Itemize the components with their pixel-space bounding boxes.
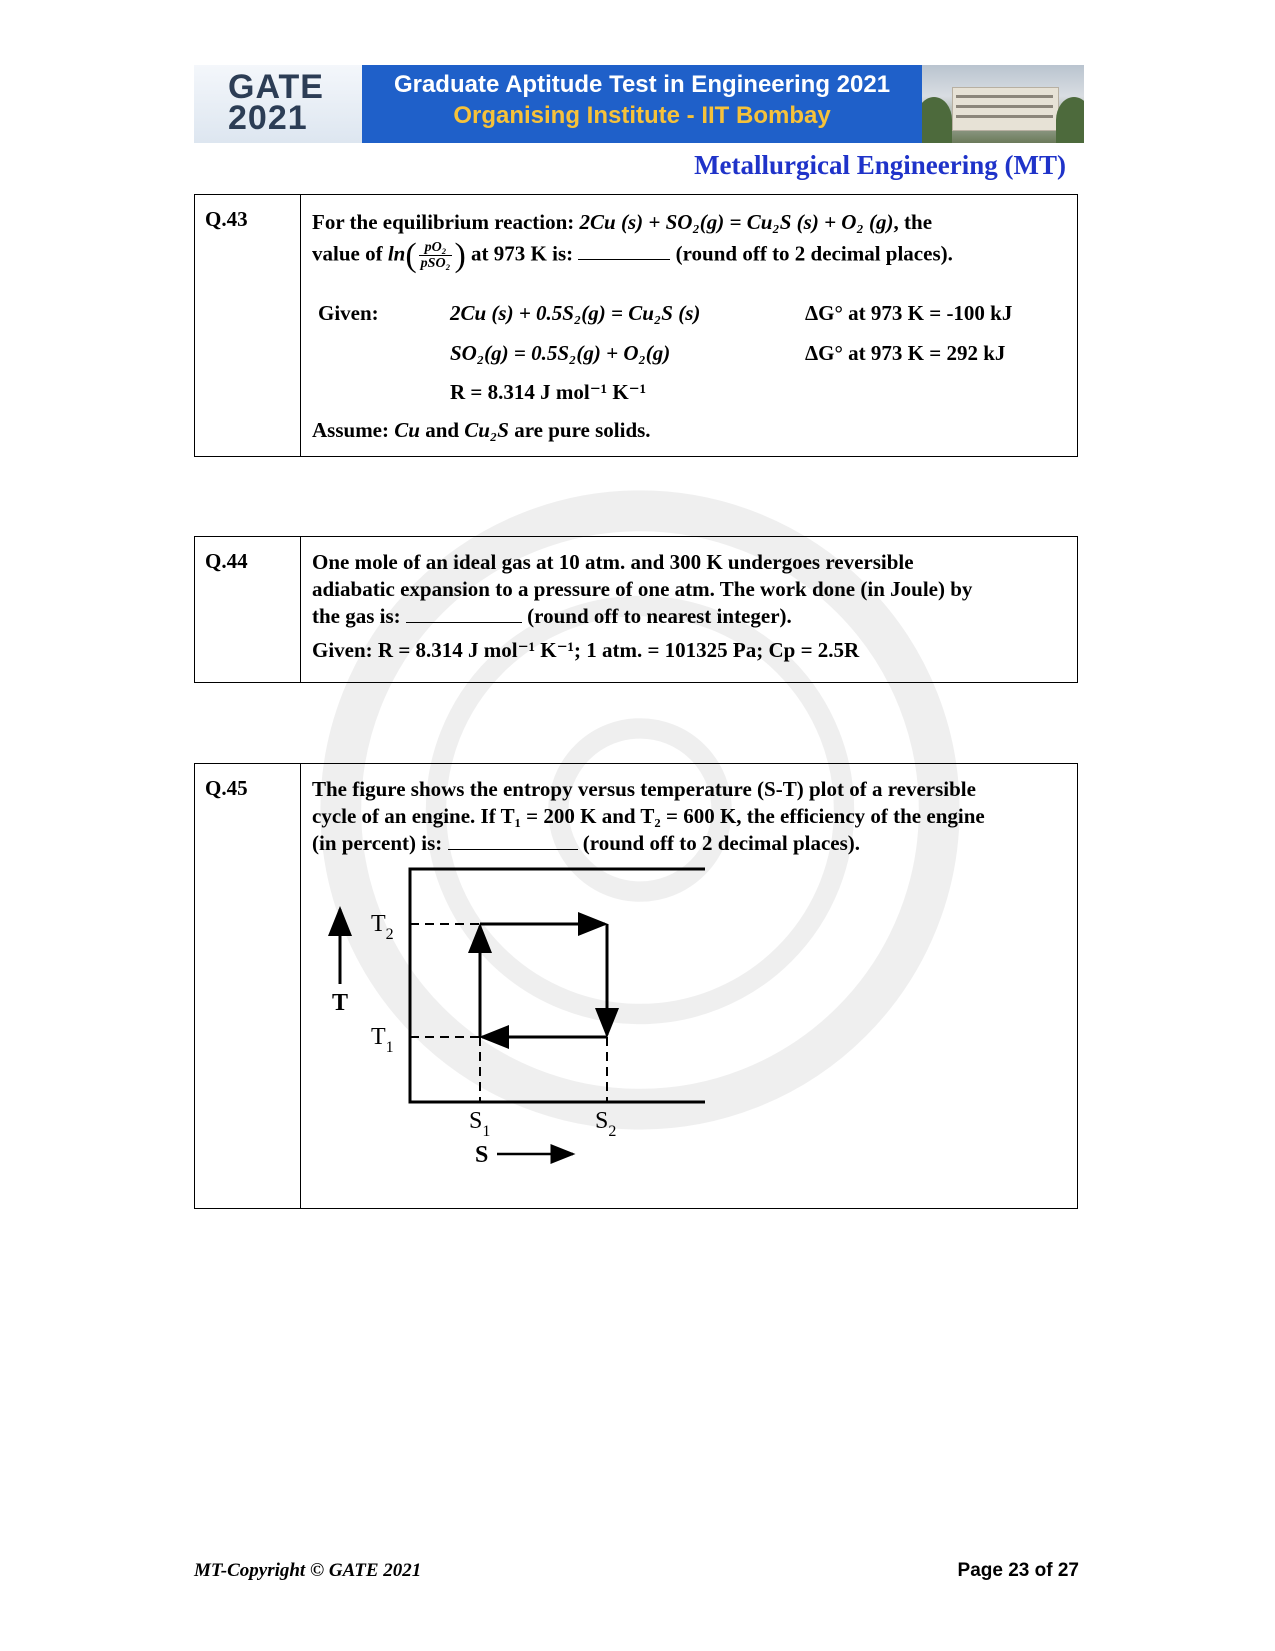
- s2-label: [595, 1108, 616, 1140]
- campus-photo: [922, 65, 1084, 143]
- footer-copyright: MT-Copyright © GATE 2021: [194, 1560, 422, 1581]
- q45-line2: cycle of an engine. If T₁ = 200 K and T₂ = 600 K, the efficiency of the engine: [312, 804, 985, 828]
- question-number: Q.44: [195, 537, 301, 682]
- q44-line1: One mole of an ideal gas at 10 atm. and 300 K undergoes reversible: [312, 550, 914, 574]
- s1-label: [469, 1108, 490, 1140]
- q44-rounding-text: (round off to nearest integer).: [521, 604, 792, 628]
- tree-shape: [1056, 97, 1084, 143]
- question-body: [312, 549, 1067, 664]
- assume-end: are pure solids.: [508, 418, 651, 442]
- q43-line1-end: , the: [893, 210, 933, 234]
- frac-denominator: pSO₂: [420, 256, 451, 271]
- exam-banner: [194, 65, 1084, 143]
- q44-given: Given: R = 8.314 J mol⁻¹ K⁻¹; 1 atm. = 101325 Pa; Cp = 2.5R: [312, 638, 860, 662]
- logo-line1: GATE: [228, 68, 324, 106]
- s2-subscript: 2: [608, 1123, 617, 1140]
- q45-rounding-text: (round off to 2 decimal places).: [577, 831, 861, 855]
- t-axis-label: T: [332, 990, 349, 1016]
- given-dg-2: ΔG° at 973 K = 292 kJ: [805, 341, 1006, 365]
- question-43: [194, 194, 1078, 457]
- q43-line2: [312, 237, 953, 274]
- q44-answer-label: the gas is:: [312, 604, 406, 628]
- question-44: [194, 536, 1078, 683]
- q44-line2: adiabatic expansion to a pressure of one atm. The work done (in Joule) by: [312, 577, 973, 601]
- given-dg-1: ΔG° at 973 K = -100 kJ: [805, 301, 1013, 325]
- t1-label: [371, 1024, 394, 1056]
- q45-line1: The figure shows the entropy versus temperature (S-T) plot of a reversible: [312, 777, 976, 801]
- q45-answer-label: (in percent) is:: [312, 831, 448, 855]
- question-body: [312, 776, 1067, 857]
- assume-cu2s: Cu₂S: [464, 418, 509, 442]
- given-equation-2: SO₂(g) = 0.5S₂(g) + O₂(g): [450, 341, 671, 365]
- s2-letter: S: [595, 1108, 609, 1134]
- frac-numerator: pO₂: [419, 240, 453, 256]
- subject-title: Metallurgical Engineering (MT): [694, 150, 1066, 180]
- given-label: Given:: [318, 301, 379, 325]
- t1-subscript: 1: [385, 1039, 394, 1056]
- logo-line2: 2021: [228, 99, 308, 137]
- footer-page-number: Page 23 of 27: [957, 1560, 1079, 1581]
- t2-label: [371, 911, 394, 943]
- t1-letter: T: [371, 1024, 386, 1050]
- answer-blank: [448, 831, 578, 850]
- building-shape: [952, 87, 1059, 131]
- banner-title-block: [362, 65, 922, 143]
- question-number: Q.45: [195, 764, 301, 1208]
- q43-temperature-text: at 973 K is:: [471, 241, 579, 266]
- tree-shape: [922, 97, 952, 143]
- q43-intro-text: For the equilibrium reaction:: [312, 210, 580, 234]
- given-gas-constant: R = 8.314 J mol⁻¹ K⁻¹: [450, 380, 647, 404]
- q44-line3: [312, 603, 1067, 630]
- banner-title: Graduate Aptitude Test in Engineering 2021: [393, 71, 891, 98]
- q45-line3: [312, 830, 1067, 857]
- assume-cu: Cu: [394, 418, 420, 442]
- answer-blank: [578, 241, 670, 260]
- s-axis-label: S: [475, 1142, 489, 1168]
- q43-value-of-text: value of: [312, 241, 388, 266]
- q43-assumption: [312, 417, 651, 444]
- st-cycle-figure: [305, 864, 705, 1194]
- building-window-row: [956, 105, 1053, 108]
- question-number: Q.43: [195, 195, 301, 456]
- assume-label: Assume:: [312, 418, 395, 442]
- t2-subscript: 2: [385, 926, 394, 943]
- question-45: [194, 763, 1078, 1209]
- q43-ln: ln: [387, 241, 406, 266]
- left-paren: (: [405, 237, 417, 274]
- assume-and: and: [419, 418, 465, 442]
- s1-subscript: 1: [482, 1123, 491, 1140]
- q43-pressure-ratio: [419, 240, 453, 271]
- q43-rounding-text: (round off to 2 decimal places).: [670, 241, 953, 266]
- plot-frame: [410, 869, 705, 1102]
- s1-letter: S: [469, 1108, 483, 1134]
- right-paren: ): [454, 237, 466, 274]
- q43-reaction: 2Cu (s) + SO₂(g) = Cu₂S (s) + O₂ (g): [579, 210, 894, 234]
- gate-logo: [194, 65, 362, 143]
- answer-blank: [406, 604, 522, 623]
- building-window-row: [956, 115, 1053, 118]
- q43-line1: [312, 209, 932, 236]
- building-window-row: [956, 95, 1053, 98]
- given-equation-1: 2Cu (s) + 0.5S₂(g) = Cu₂S (s): [450, 301, 701, 325]
- banner-subtitle: Organising Institute - IIT Bombay: [453, 102, 831, 129]
- t2-letter: T: [371, 911, 386, 937]
